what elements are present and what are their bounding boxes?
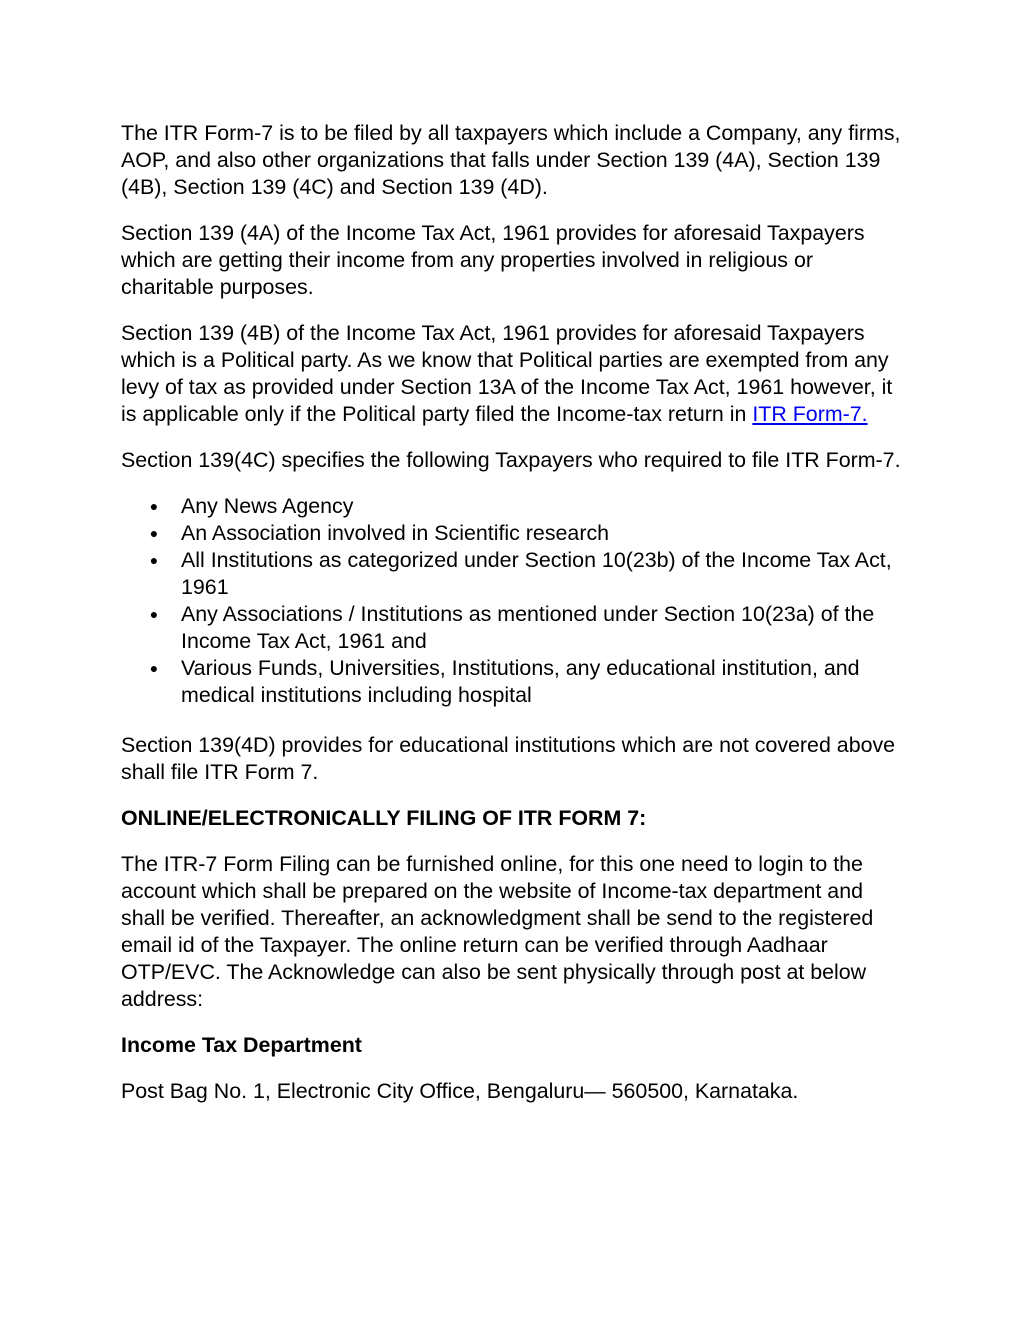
address-heading: Income Tax Department (121, 1033, 362, 1057)
list-item-text: An Association involved in Scientific research (181, 521, 610, 545)
online-filing-heading: ONLINE/ELECTRONICALLY FILING OF ITR FORM 7: (121, 806, 647, 830)
section-139-4c-paragraph: Section 139(4C) specifies the following Taxpayers who required to file ITR Form-7. (121, 448, 901, 472)
list-item-text: All Institutions as categorized under Section 10(23b) of the Income Tax Act, 1961 (181, 548, 892, 599)
bullet-icon: ● (149, 552, 159, 568)
address-paragraph: Post Bag No. 1, Electronic City Office, Bengaluru— 560500, Karnataka. (121, 1079, 799, 1103)
list-item (121, 547, 911, 601)
list-item-text: Any Associations / Institutions as mentioned under Section 10(23a) of the Income Tax Act, 1961 and (181, 602, 875, 653)
bullet-icon: ● (149, 525, 159, 541)
bullet-icon: ● (149, 660, 159, 676)
document-page (121, 120, 911, 1124)
online-filing-paragraph: The ITR-7 Form Filing can be furnished online, for this one need to login to the account which shall be prepared on the website of Income-tax department and shall be verified. Thereafter, an acknowledgment shall be send to the registered email id of the Taxpayer. The online return can be verified through Aadhaar OTP/EVC. The Acknowledge can also be sent physically through post at below address: (121, 852, 874, 1011)
taxpayer-list (121, 493, 911, 709)
list-item (121, 493, 911, 520)
list-item (121, 655, 911, 709)
list-item-text: Various Funds, Universities, Institutions, any educational institution, and medical institutions including hospital (181, 656, 860, 707)
list-item (121, 601, 911, 655)
bullet-icon: ● (149, 498, 159, 514)
bullet-icon: ● (149, 606, 159, 622)
list-item (121, 520, 911, 547)
list-item-text: Any News Agency (181, 494, 354, 518)
section-139-4a-paragraph: Section 139 (4A) of the Income Tax Act, 1961 provides for aforesaid Taxpayers which are getting their income from any properties involved in religious or charitable purposes. (121, 221, 865, 299)
itr-form-7-link[interactable]: ITR Form-7. (752, 402, 868, 426)
section-139-4b-text: Section 139 (4B) of the Income Tax Act, 1961 provides for aforesaid Taxpayers which is a Political party. As we know that Political parties are exempted from any levy of tax as provided under Section 13A of the Income Tax Act, 1961 however, it is applicable only if the Political party filed the Income-tax return in (121, 321, 893, 426)
section-139-4b-paragraph (121, 320, 911, 428)
intro-paragraph: The ITR Form-7 is to be filed by all taxpayers which include a Company, any firms, AOP, and also other organizations that falls under Section 139 (4A), Section 139 (4B), Section 139 (4C) and Section 139 (4D). (121, 121, 901, 199)
section-139-4d-paragraph: Section 139(4D) provides for educational institutions which are not covered above shall file ITR Form 7. (121, 733, 896, 784)
